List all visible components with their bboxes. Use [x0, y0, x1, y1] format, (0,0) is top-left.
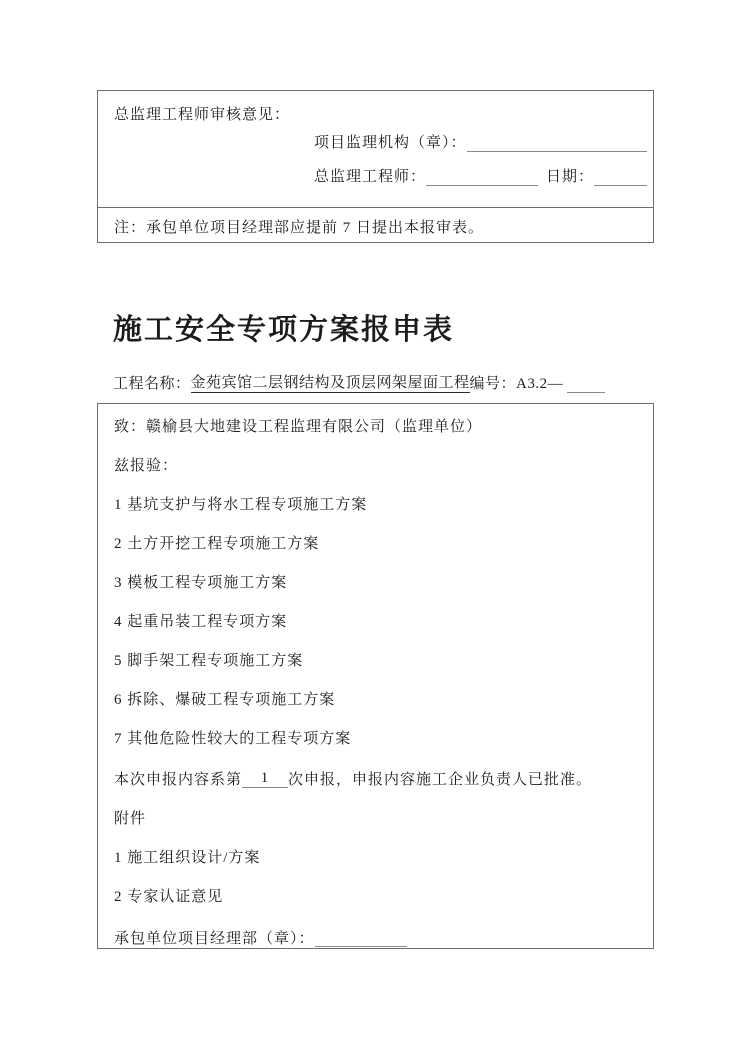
project-number-blank [567, 374, 605, 393]
declaration-prefix: 本次申报内容系第 [114, 772, 243, 788]
plan-item: 7 其他危险性较大的工程专项方案 [114, 731, 352, 747]
attachment-item: 2 专家认证意见 [114, 889, 224, 905]
date-label: 日期： [546, 169, 595, 185]
supervision-org-label: 项目监理机构（章）： [314, 135, 467, 151]
note-row: 注：承包单位项目经理部应提前 7 日提出本报审表。 [114, 220, 485, 236]
review-opinion-label: 总监理工程师审核意见： [114, 107, 291, 123]
project-name-line [113, 371, 652, 393]
plan-item: 2 土方开挖工程专项施工方案 [114, 536, 320, 552]
project-name-value: 金苑宾馆二层钢结构及顶层网架屋面工程 [191, 371, 470, 393]
attachment-item: 1 施工组织设计/方案 [114, 850, 261, 866]
addressee-line: 致：赣榆县大地建设工程监理有限公司（监理单位） [114, 419, 483, 435]
project-number-value: A3.2— [516, 376, 564, 392]
contractor-seal-label: 承包单位项目经理部（章）： [114, 931, 315, 947]
page-title: 施工安全专项方案报申表 [113, 314, 455, 346]
contractor-seal-line [114, 928, 637, 947]
chief-engineer-blank [426, 167, 538, 186]
submission-form-box [97, 403, 654, 949]
chief-engineer-signature-line [314, 165, 647, 186]
plan-item: 6 拆除、爆破工程专项施工方案 [114, 692, 336, 708]
review-opinion-cell [98, 91, 653, 208]
contractor-seal-blank [315, 928, 407, 947]
plan-item: 3 模板工程专项施工方案 [114, 575, 288, 591]
submission-count-blank: 1 [242, 770, 288, 788]
report-intro-label: 兹报验： [114, 458, 179, 474]
plan-item: 5 脚手架工程专项施工方案 [114, 653, 304, 669]
chief-engineer-review-table [97, 90, 654, 243]
date-blank [594, 167, 647, 186]
declaration-line [114, 770, 637, 788]
supervision-org-blank [467, 133, 647, 152]
project-number-label: 编号： [469, 376, 517, 392]
supervision-org-signature-line [314, 131, 647, 152]
declaration-suffix: 次申报，申报内容施工企业负责人已批准。 [288, 772, 593, 788]
chief-engineer-label: 总监理工程师： [314, 169, 427, 185]
plan-item: 1 基坑支护与将水工程专项施工方案 [114, 497, 368, 513]
attachments-label: 附件 [114, 811, 147, 827]
plan-item: 4 起重吊装工程专项方案 [114, 614, 288, 630]
project-name-label: 工程名称： [113, 376, 191, 392]
